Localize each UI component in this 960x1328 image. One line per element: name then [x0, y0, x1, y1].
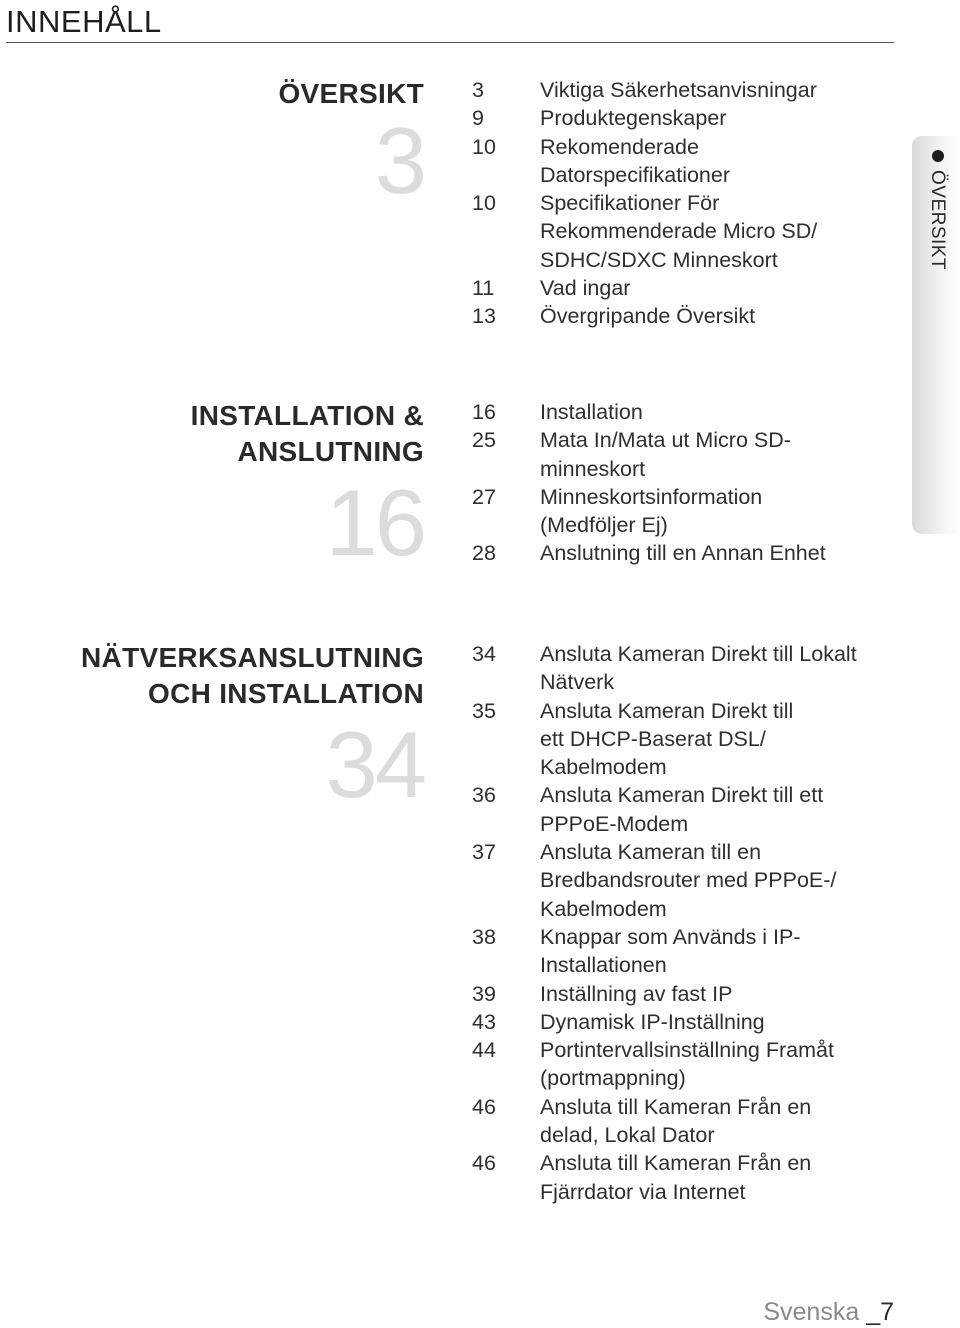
- toc-entry-line: Installation: [540, 400, 643, 424]
- toc-entry-text: [540, 426, 912, 483]
- toc-entry[interactable]: [472, 426, 912, 483]
- toc-entry-text: [540, 104, 912, 132]
- toc-entry-page: 46: [472, 1094, 496, 1119]
- section-title-line: ÖVERSIKT: [278, 78, 424, 109]
- toc-entry-text: [540, 1008, 912, 1036]
- toc-entry[interactable]: [472, 133, 912, 190]
- section-heading: [4, 640, 424, 817]
- toc-entry-text: [540, 133, 912, 190]
- section-title-line: NÄTVERKSANSLUTNING: [81, 642, 424, 673]
- section-heading: [4, 74, 424, 213]
- toc-entry-text: [540, 1036, 912, 1093]
- toc-entry-line: (Medföljer Ej): [540, 513, 668, 538]
- toc-entry[interactable]: [472, 274, 912, 302]
- toc-entry-line: Kabelmodem: [540, 896, 667, 921]
- toc-entry-text: [540, 923, 912, 980]
- toc-entry[interactable]: [472, 189, 912, 274]
- toc-entry-line: Minneskortsinformation: [540, 484, 763, 509]
- toc-entry[interactable]: [472, 539, 912, 567]
- page-footer: [763, 1296, 894, 1328]
- toc-entry[interactable]: [472, 1036, 912, 1093]
- toc-entry-line: Mata In/Mata ut Micro SD-: [540, 428, 791, 453]
- toc-entry[interactable]: [472, 1149, 912, 1206]
- toc-entry-line: Nätverk: [540, 670, 615, 695]
- toc-entry-line: Dynamisk IP-Inställning: [540, 1009, 765, 1034]
- toc-entry[interactable]: [472, 838, 912, 923]
- section-entries: [472, 398, 912, 568]
- side-chapter-tab: [912, 136, 960, 534]
- section-title-line: OCH INSTALLATION: [148, 678, 424, 709]
- toc-entry-text: [540, 483, 912, 540]
- toc-entry-page: 39: [472, 981, 496, 1006]
- footer-page-number: _7: [866, 1298, 894, 1326]
- toc-entry-page: 10: [472, 134, 496, 159]
- toc-entry-line: Knappar som Används i IP-: [540, 924, 801, 949]
- toc-entry-line: Övergripande Översikt: [540, 304, 756, 329]
- section-title-line: INSTALLATION &: [190, 400, 424, 431]
- toc-entry-line: Kabelmodem: [540, 755, 667, 780]
- toc-entry-line: PPPoE-Modem: [540, 811, 689, 836]
- toc-entry-line: minneskort: [540, 456, 646, 481]
- toc-entry-line: Rekommenderade Micro SD/: [540, 219, 818, 244]
- toc-entry-page: 34: [472, 642, 496, 666]
- toc-entry-text: [540, 398, 912, 426]
- bullet-icon: [932, 150, 944, 162]
- toc-entry-line: Anslutning till en Annan Enhet: [540, 541, 826, 566]
- toc-entry-line: Produktegenskaper: [540, 106, 727, 131]
- toc-entry-line: Ansluta till Kameran Från en: [540, 1151, 812, 1176]
- toc-entry[interactable]: [472, 640, 912, 697]
- toc-entry-line: Bredbandsrouter med PPPoE-/: [540, 868, 837, 893]
- toc-entry[interactable]: [472, 781, 912, 838]
- toc-entry-text: [540, 781, 912, 838]
- toc-entry-line: Ansluta till Kameran Från en: [540, 1094, 812, 1119]
- toc-entry-text: [540, 980, 912, 1008]
- toc-entry-text: [540, 76, 912, 104]
- toc-entry-page: 10: [472, 191, 496, 216]
- toc-entry-page: 13: [472, 304, 496, 329]
- toc-entry-page: 43: [472, 1009, 496, 1034]
- section-number: 34: [325, 712, 424, 817]
- toc-entry-line: Ansluta Kameran till en: [540, 840, 762, 865]
- section-title: [4, 398, 424, 470]
- toc-entry-page: 35: [472, 698, 496, 723]
- toc-entry[interactable]: [472, 483, 912, 540]
- toc-entry-page: 44: [472, 1038, 496, 1063]
- toc-entry-line: Specifikationer För: [540, 191, 720, 216]
- section-number: 3: [374, 108, 424, 213]
- section-number: 16: [325, 470, 424, 575]
- toc-entry-page: 38: [472, 924, 496, 949]
- section-title-line: ANSLUTNING: [237, 436, 424, 467]
- toc-entry-line: delad, Lokal Dator: [540, 1123, 715, 1148]
- side-chapter-label: ÖVERSIKT: [927, 170, 948, 271]
- footer-language: Svenska: [763, 1298, 860, 1326]
- toc-entry-text: [540, 1093, 912, 1150]
- toc-entry-line: Ansluta Kameran Direkt till Lokalt: [540, 642, 857, 666]
- toc-entry[interactable]: [472, 697, 912, 782]
- section-heading: [4, 398, 424, 575]
- toc-entry-line: Ansluta Kameran Direkt till: [540, 698, 794, 723]
- toc-entry[interactable]: [472, 1008, 912, 1036]
- toc-entry-line: ett DHCP-Baserat DSL/: [540, 726, 766, 751]
- toc-entry-page: 28: [472, 541, 496, 566]
- section-title: [4, 640, 424, 712]
- toc-entry-line: Datorspecifikationer: [540, 162, 731, 187]
- toc-entry-line: Rekomenderade: [540, 134, 699, 159]
- toc-entry-text: [540, 838, 912, 923]
- page-title: INNEHÅLL: [6, 4, 162, 39]
- toc-entry[interactable]: [472, 104, 912, 132]
- toc-entry-line: SDHC/SDXC Minneskort: [540, 247, 778, 272]
- toc-entry-page: 16: [472, 400, 496, 424]
- toc-entry-text: [540, 1149, 912, 1206]
- toc-entry-page: 27: [472, 484, 496, 509]
- toc-entry-text: [540, 274, 912, 302]
- toc-entry-line: Fjärrdator via Internet: [540, 1179, 746, 1204]
- toc-entry[interactable]: [472, 302, 912, 330]
- toc-entry-line: Vad ingar: [540, 276, 631, 301]
- side-chapter-tab-inner: [912, 136, 960, 534]
- section-entries: [472, 76, 912, 331]
- toc-entry[interactable]: [472, 1093, 912, 1150]
- toc-entry-text: [540, 697, 912, 782]
- toc-entry-text: [540, 640, 912, 697]
- toc-entry-page: 9: [472, 106, 484, 131]
- toc-entry-page: 36: [472, 783, 496, 808]
- toc-entry-page: 25: [472, 428, 496, 453]
- toc-entry[interactable]: [472, 76, 912, 104]
- title-divider: [6, 42, 894, 43]
- section-entries: [472, 640, 912, 1206]
- toc-entry-text: [540, 302, 912, 330]
- toc-entry-line: Portintervallsinställning Framåt: [540, 1038, 834, 1063]
- toc-entry-page: 37: [472, 840, 496, 865]
- toc-entry-page: 3: [472, 78, 484, 102]
- toc-entry-text: [540, 189, 912, 274]
- toc-entry-page: 46: [472, 1151, 496, 1176]
- toc-entry[interactable]: [472, 923, 912, 980]
- toc-entry[interactable]: [472, 980, 912, 1008]
- toc-entry-line: Ansluta Kameran Direkt till ett: [540, 783, 824, 808]
- toc-entry-page: 11: [472, 276, 495, 301]
- toc-entry[interactable]: [472, 398, 912, 426]
- toc-entry-line: Viktiga Säkerhetsanvisningar: [540, 78, 817, 102]
- toc-entry-text: [540, 539, 912, 567]
- toc-entry-line: Installationen: [540, 953, 667, 978]
- section-title: [4, 74, 424, 112]
- toc-entry-line: Inställning av fast IP: [540, 981, 733, 1006]
- toc-entry-line: (portmappning): [540, 1066, 686, 1091]
